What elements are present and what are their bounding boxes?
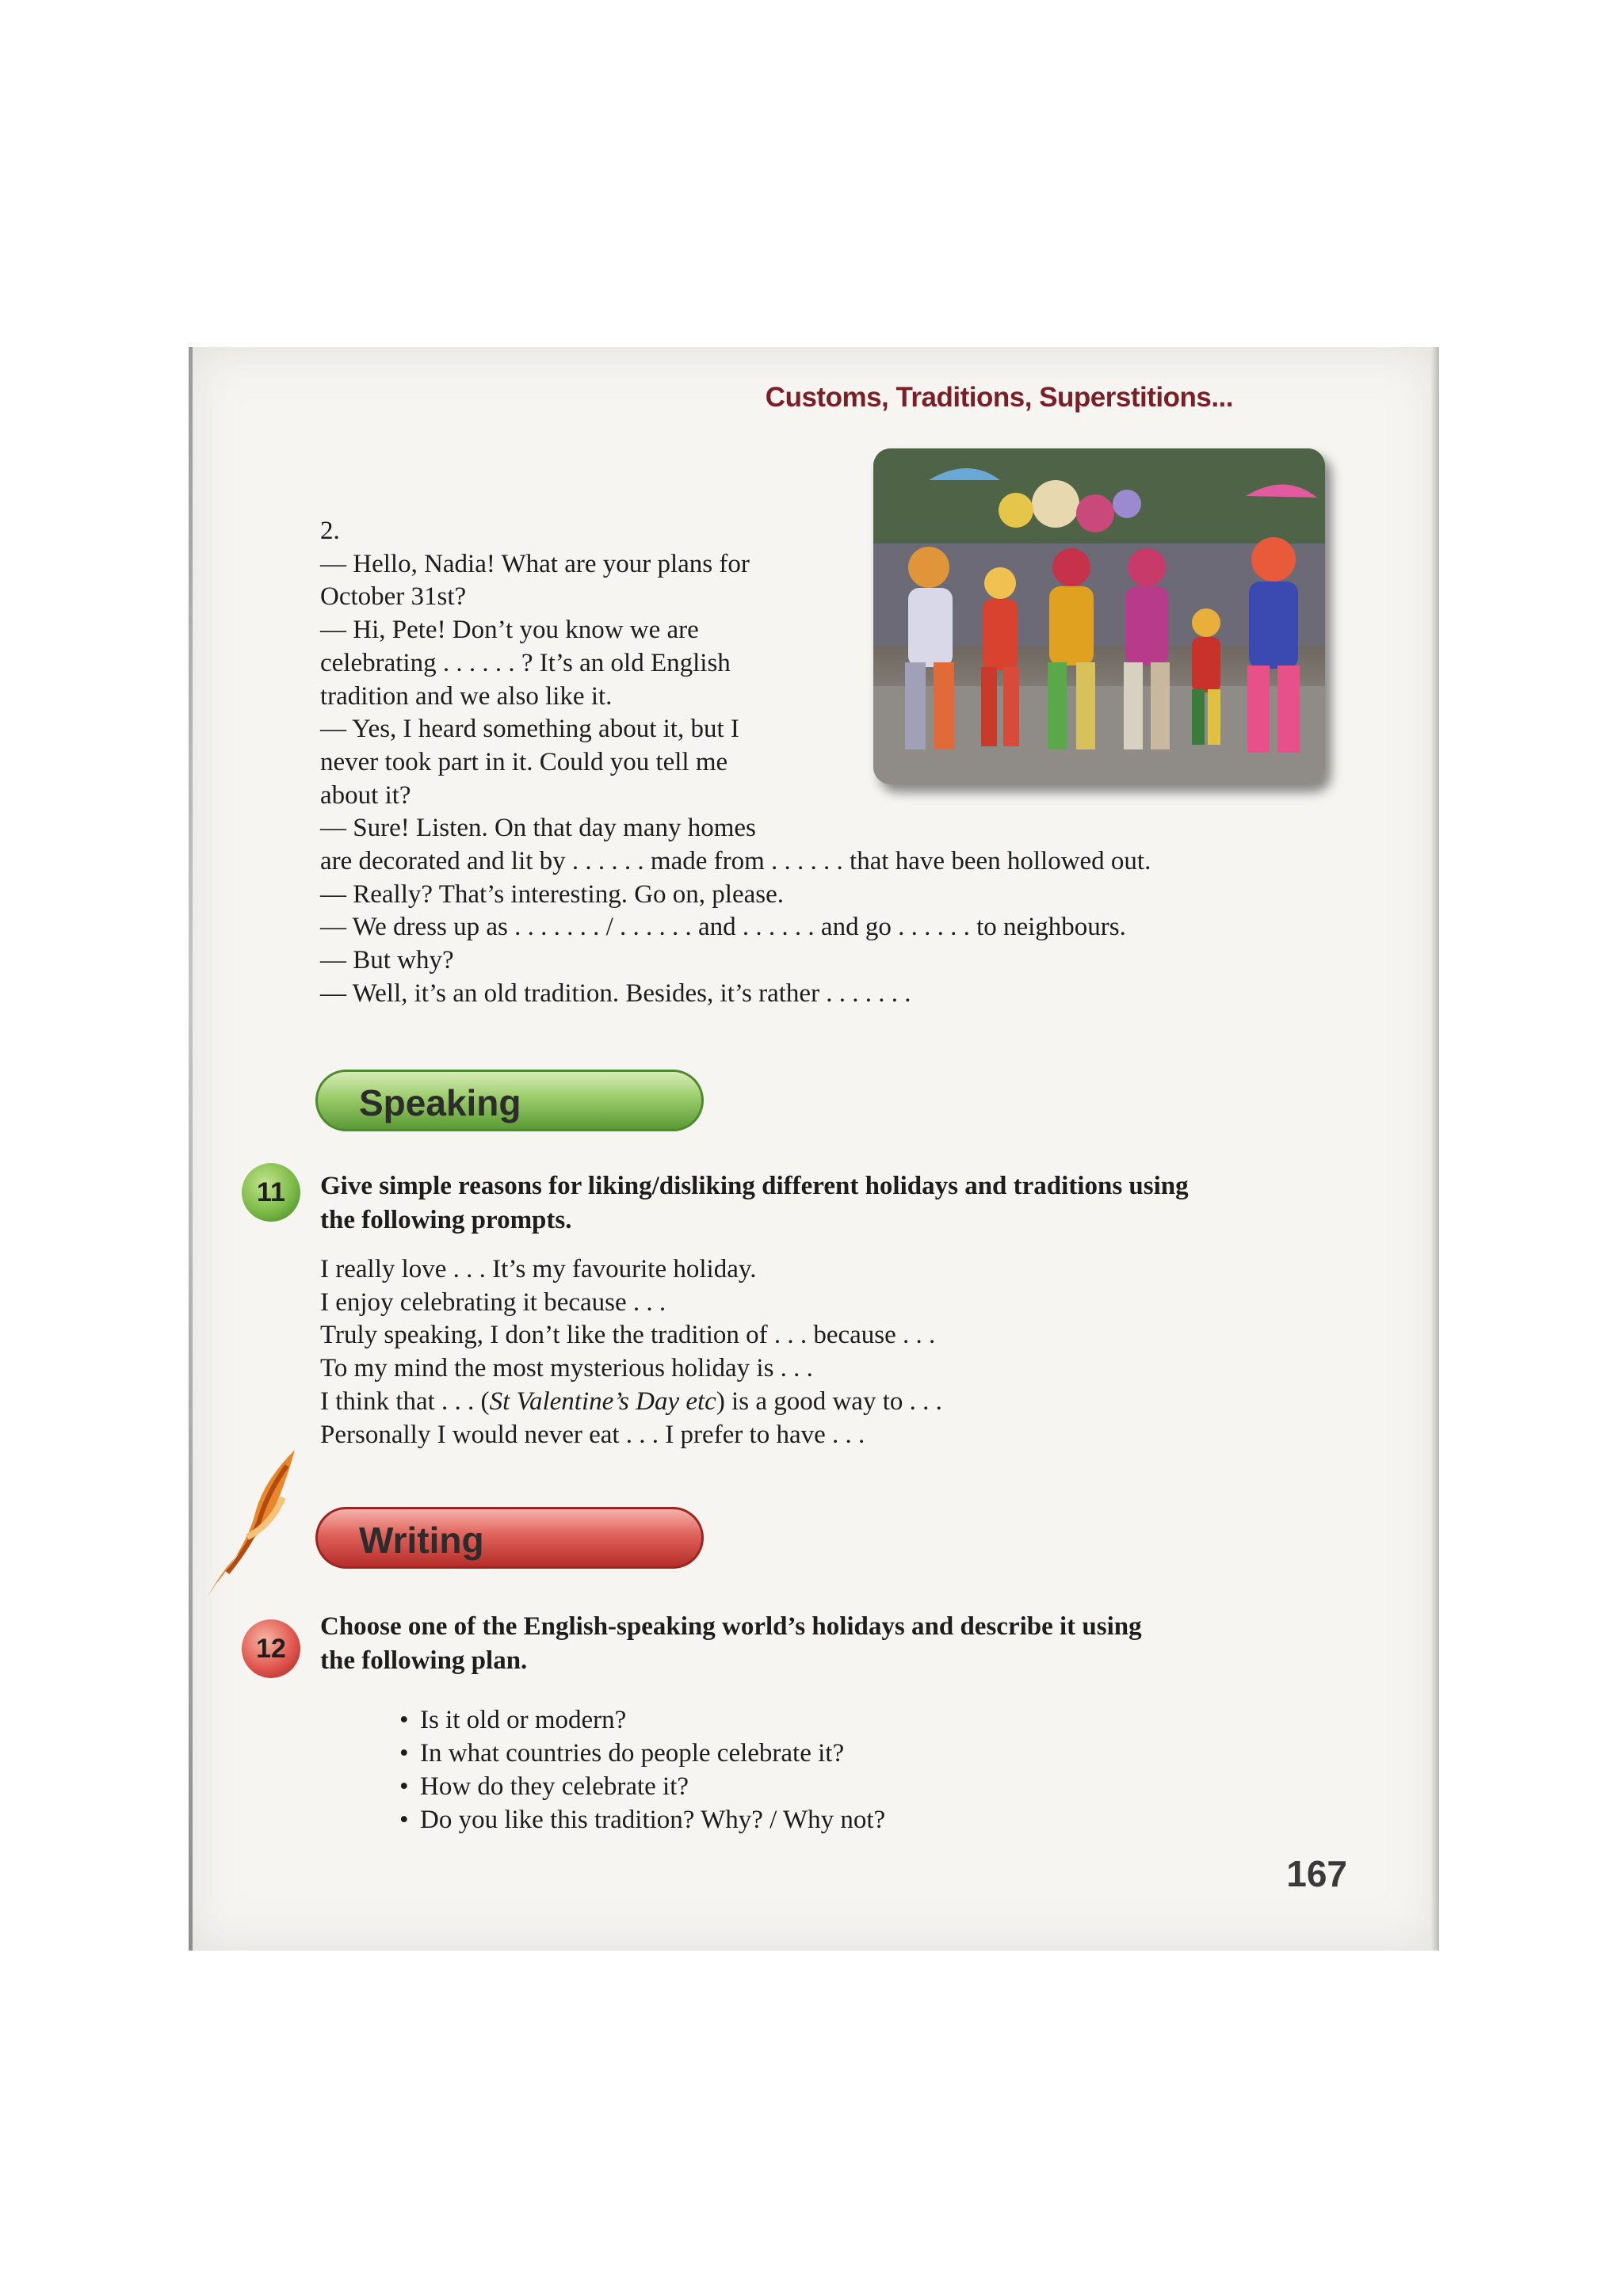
dialog-line: — But why? [320,946,454,975]
plan-item [399,1737,1271,1770]
chapter-title: Customs, Traditions, Superstitions... [765,382,1233,413]
dialog-line: — Hello, Nadia! What are your plans for [320,549,750,578]
plan-item-text: Do you like this tradition? Why? / Why not? [420,1806,886,1834]
task-number-badge: 12 [242,1619,300,1678]
speaking-prompts [320,1253,1303,1451]
speaking-heading: Speaking [315,1070,704,1131]
prompt-line: I enjoy celebrating it because . . . [320,1287,666,1317]
dialog-line: tradition and we also like it. [320,681,613,711]
prompt-line: Truly speaking, I don’t like the tradition of . . . because . . . [320,1321,936,1350]
dialog-number: 2. [320,517,340,545]
dialog-line: October 31st? [320,582,467,612]
prompt-line: To my mind the most mysterious holiday is . . . [320,1354,813,1383]
page-number: 167 [1286,1853,1347,1894]
dialog-line: — Really? That’s interesting. Go on, please. [320,879,785,909]
writing-heading: Writing [315,1507,704,1569]
balloon [1113,490,1141,518]
bullet-icon: • [399,1739,409,1768]
plan-item-text: In what countries do people celebrate it? [420,1739,845,1768]
speaking-task-instruction [320,1169,1335,1238]
dialog-line: are decorated and lit by . . . . . . made from . . . . . . that have been hollowed out. [320,847,1151,876]
dialog-line: about it? [320,780,411,810]
dialog-line: — Sure! Listen. On that day many homes [320,814,756,843]
task-instruction-line: the following plan. [320,1646,528,1675]
prompt-text: ) is a good way to . . . [716,1386,942,1416]
writing-plan [399,1703,1271,1836]
dialog-line: — We dress up as . . . . . . . / . . . . . . and . . . . . . and go . . . . . . to neighbours. [320,913,1126,942]
plan-item-text: How do they celebrate it? [420,1772,689,1801]
dialog-line: — Well, it’s an old tradition. Besides, it’s rather . . . . . . . [320,978,911,1008]
prompt-text: I think that . . . ( [320,1386,490,1416]
prompt-line [320,1386,1303,1419]
task-number-badge: 11 [242,1163,300,1222]
plan-item [399,1703,1271,1737]
page-right-edge [1431,347,1439,1951]
task-instruction-line: the following prompts. [320,1206,572,1234]
dialog-line: — Yes, I heard something about it, but I [320,715,739,744]
page-left-edge [189,347,193,1951]
plan-item [399,1770,1271,1803]
quill-pen-icon [200,1450,303,1604]
bullet-icon: • [399,1806,409,1834]
prompt-line: I really love . . . It’s my favourite holiday. [320,1255,757,1283]
dialog-exercise [320,515,1303,1011]
task-instruction-line: Choose one of the English-speaking world’s holidays and describe it using [320,1612,1142,1641]
plan-item [399,1803,1271,1836]
task-instruction-line: Give simple reasons for liking/disliking different holidays and traditions using [320,1172,1189,1200]
bullet-icon: • [399,1772,409,1801]
plan-item-text: Is it old or modern? [420,1706,627,1734]
dialog-line: never took part in it. Could you tell me [320,747,728,776]
prompt-line: Personally I would never eat . . . I prefer to have . . . [320,1420,865,1449]
writing-task-instruction [320,1610,1335,1678]
dialog-line: celebrating . . . . . . ? It’s an old English [320,648,731,677]
prompt-italic-text: St Valentine’s Day etc [489,1386,716,1416]
dialog-line: — Hi, Pete! Don’t you know we are [320,616,699,645]
bullet-icon: • [399,1706,409,1734]
